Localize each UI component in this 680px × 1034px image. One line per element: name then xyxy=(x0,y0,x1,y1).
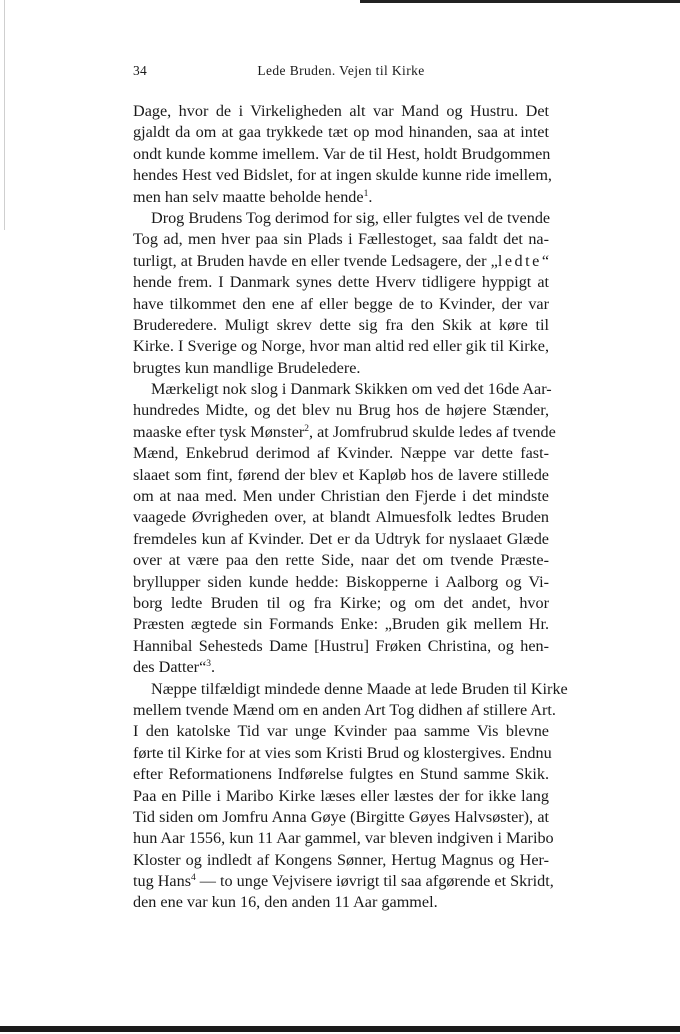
text-fragment: des Datter“ xyxy=(133,658,207,677)
text-line: førte til Kirke for at vies som Kristi Brud og klostergives. Endnu xyxy=(133,743,552,762)
text-line: Tid siden om Jomfru Anna Gøye (Birgitte Gøyes Halvsøster), at xyxy=(133,807,549,826)
text-line xyxy=(133,871,554,892)
text-line xyxy=(133,422,556,443)
top-edge-rule xyxy=(360,0,680,3)
running-title: Lede Bruden. Vejen til Kirke xyxy=(257,63,425,78)
text-line: slaaet som fint, førend der blev et Kapløb hos de lavere stillede xyxy=(133,465,549,484)
text-line xyxy=(133,251,549,272)
text-line: borg ledte Bruden til og fra Kirke; og om det andet, hvor xyxy=(133,593,549,612)
text-line: Bruderedere. Muligt skrev dette sig fra den Skik at køre til xyxy=(133,315,549,334)
text-line: hendes Hest ved Bidslet, for at ingen skulde kunne ride imellem, xyxy=(133,166,552,185)
text-fragment: men han selv maatte beholde hende xyxy=(133,187,364,206)
text-line: brugtes kun mandlige Brudeledere. xyxy=(133,358,361,377)
text-fragment: , at Jomfrubrud skulde ledes af tvende xyxy=(309,422,556,441)
text-line: om at naa med. Men under Christian den Fjerde i det mindste xyxy=(133,487,549,506)
page-header xyxy=(133,63,549,85)
bottom-edge-rule xyxy=(0,1026,680,1032)
text-fragment: “ xyxy=(541,251,549,270)
footnote-ref-1: 1 xyxy=(363,188,369,199)
text-fragment: turligt, at Bruden havde en eller tvende Ledsagere, der „ xyxy=(133,251,498,270)
text-line: bryllupper siden kunde hedde: Biskopperne i Aalborg og Vi- xyxy=(133,572,549,591)
text-fragment: maaske efter tysk Mønster xyxy=(133,422,305,441)
text-line: have tilkommet den ene af eller begge de to Kvinder, der var xyxy=(133,294,549,313)
text-line: fremdeles kun af Kvinder. Det er da Udtryk for nyslaaet Glæde xyxy=(133,529,549,548)
text-fragment: . xyxy=(368,187,373,206)
text-fragment: — to unge Vejvisere iøvrigt til saa afgørende et Skridt, xyxy=(195,872,554,891)
text-line: Tog ad, men hver paa sin Plads i Fællestoget, saa faldt det na- xyxy=(133,230,549,249)
footnote-ref-4: 4 xyxy=(191,873,196,884)
text-line: I den katolske Tid var unge Kvinder paa samme Vis blevne xyxy=(133,722,549,741)
text-line: hun Aar 1556, kun 11 Aar gammel, var bleven indgiven i Maribo xyxy=(133,829,554,848)
text-fragment: tug Hans xyxy=(133,872,191,891)
page-number: 34 xyxy=(133,63,147,78)
text-line: over at være paa den rette Side, naar det om tvende Præste- xyxy=(133,551,549,570)
text-line: efter Reformationens Indførelse fulgtes en Stund samme Skik. xyxy=(133,765,549,784)
text-line xyxy=(133,187,549,208)
text-line: Præsten ægtede sin Formands Enke: „Bruden gik mellem Hr. xyxy=(133,615,549,634)
text-line: Hannibal Sehesteds Dame [Hustru] Frøken Christina, og hen- xyxy=(133,636,549,655)
text-fragment: . xyxy=(211,658,216,677)
text-line: mellem tvende Mænd om en anden Art Tog didhen af stillere Art. xyxy=(133,700,556,719)
body-text xyxy=(133,101,568,914)
text-line: Næppe tilfældigt mindede denne Maade at lede Bruden til Kirke xyxy=(151,679,568,698)
text-line: vaagede Øvrigheden over, at blandt Almuesfolk ledtes Bruden xyxy=(133,508,549,527)
text-line: hende frem. I Danmark synes dette Hverv tidligere hyppigt at xyxy=(133,273,549,292)
text-line: hundredes Midte, og det blev nu Brug hos de højere Stænder, xyxy=(133,401,549,420)
text-line xyxy=(133,657,549,678)
text-line: Kloster og indledt af Kongens Sønner, Hertug Magnus og Her- xyxy=(133,850,549,869)
text-line: Mærkeligt nok slog i Danmark Skikken om ved det 16de Aar- xyxy=(151,380,552,399)
footnote-ref-3: 3 xyxy=(206,659,212,670)
text-line: gjaldt da om at gaa trykkede tæt op mod hinanden, saa at intet xyxy=(133,123,549,142)
spaced-word: ledte xyxy=(497,251,542,270)
text-line: den ene var kun 16, den anden 11 Aar gammel. xyxy=(133,893,438,912)
text-line: Dage, hvor de i Virkeligheden alt var Mand og Hustru. Det xyxy=(133,102,549,120)
left-edge-rule xyxy=(4,0,5,230)
footnote-ref-2: 2 xyxy=(304,423,310,434)
text-line: ondt kunde komme imellem. Var de til Hest, holdt Brudgommen xyxy=(133,144,551,163)
text-line: Paa en Pille i Maribo Kirke læses eller læstes der for ikke lang xyxy=(133,786,549,805)
text-line: Kirke. I Sverige og Norge, hvor man altid red eller gik til Kirke, xyxy=(133,337,549,356)
text-line: Mænd, Enkebrud derimod af Kvinder. Næppe var dette fast- xyxy=(133,444,549,463)
text-line: Drog Brudens Tog derimod for sig, eller fulgtes vel de tvende xyxy=(151,208,551,227)
